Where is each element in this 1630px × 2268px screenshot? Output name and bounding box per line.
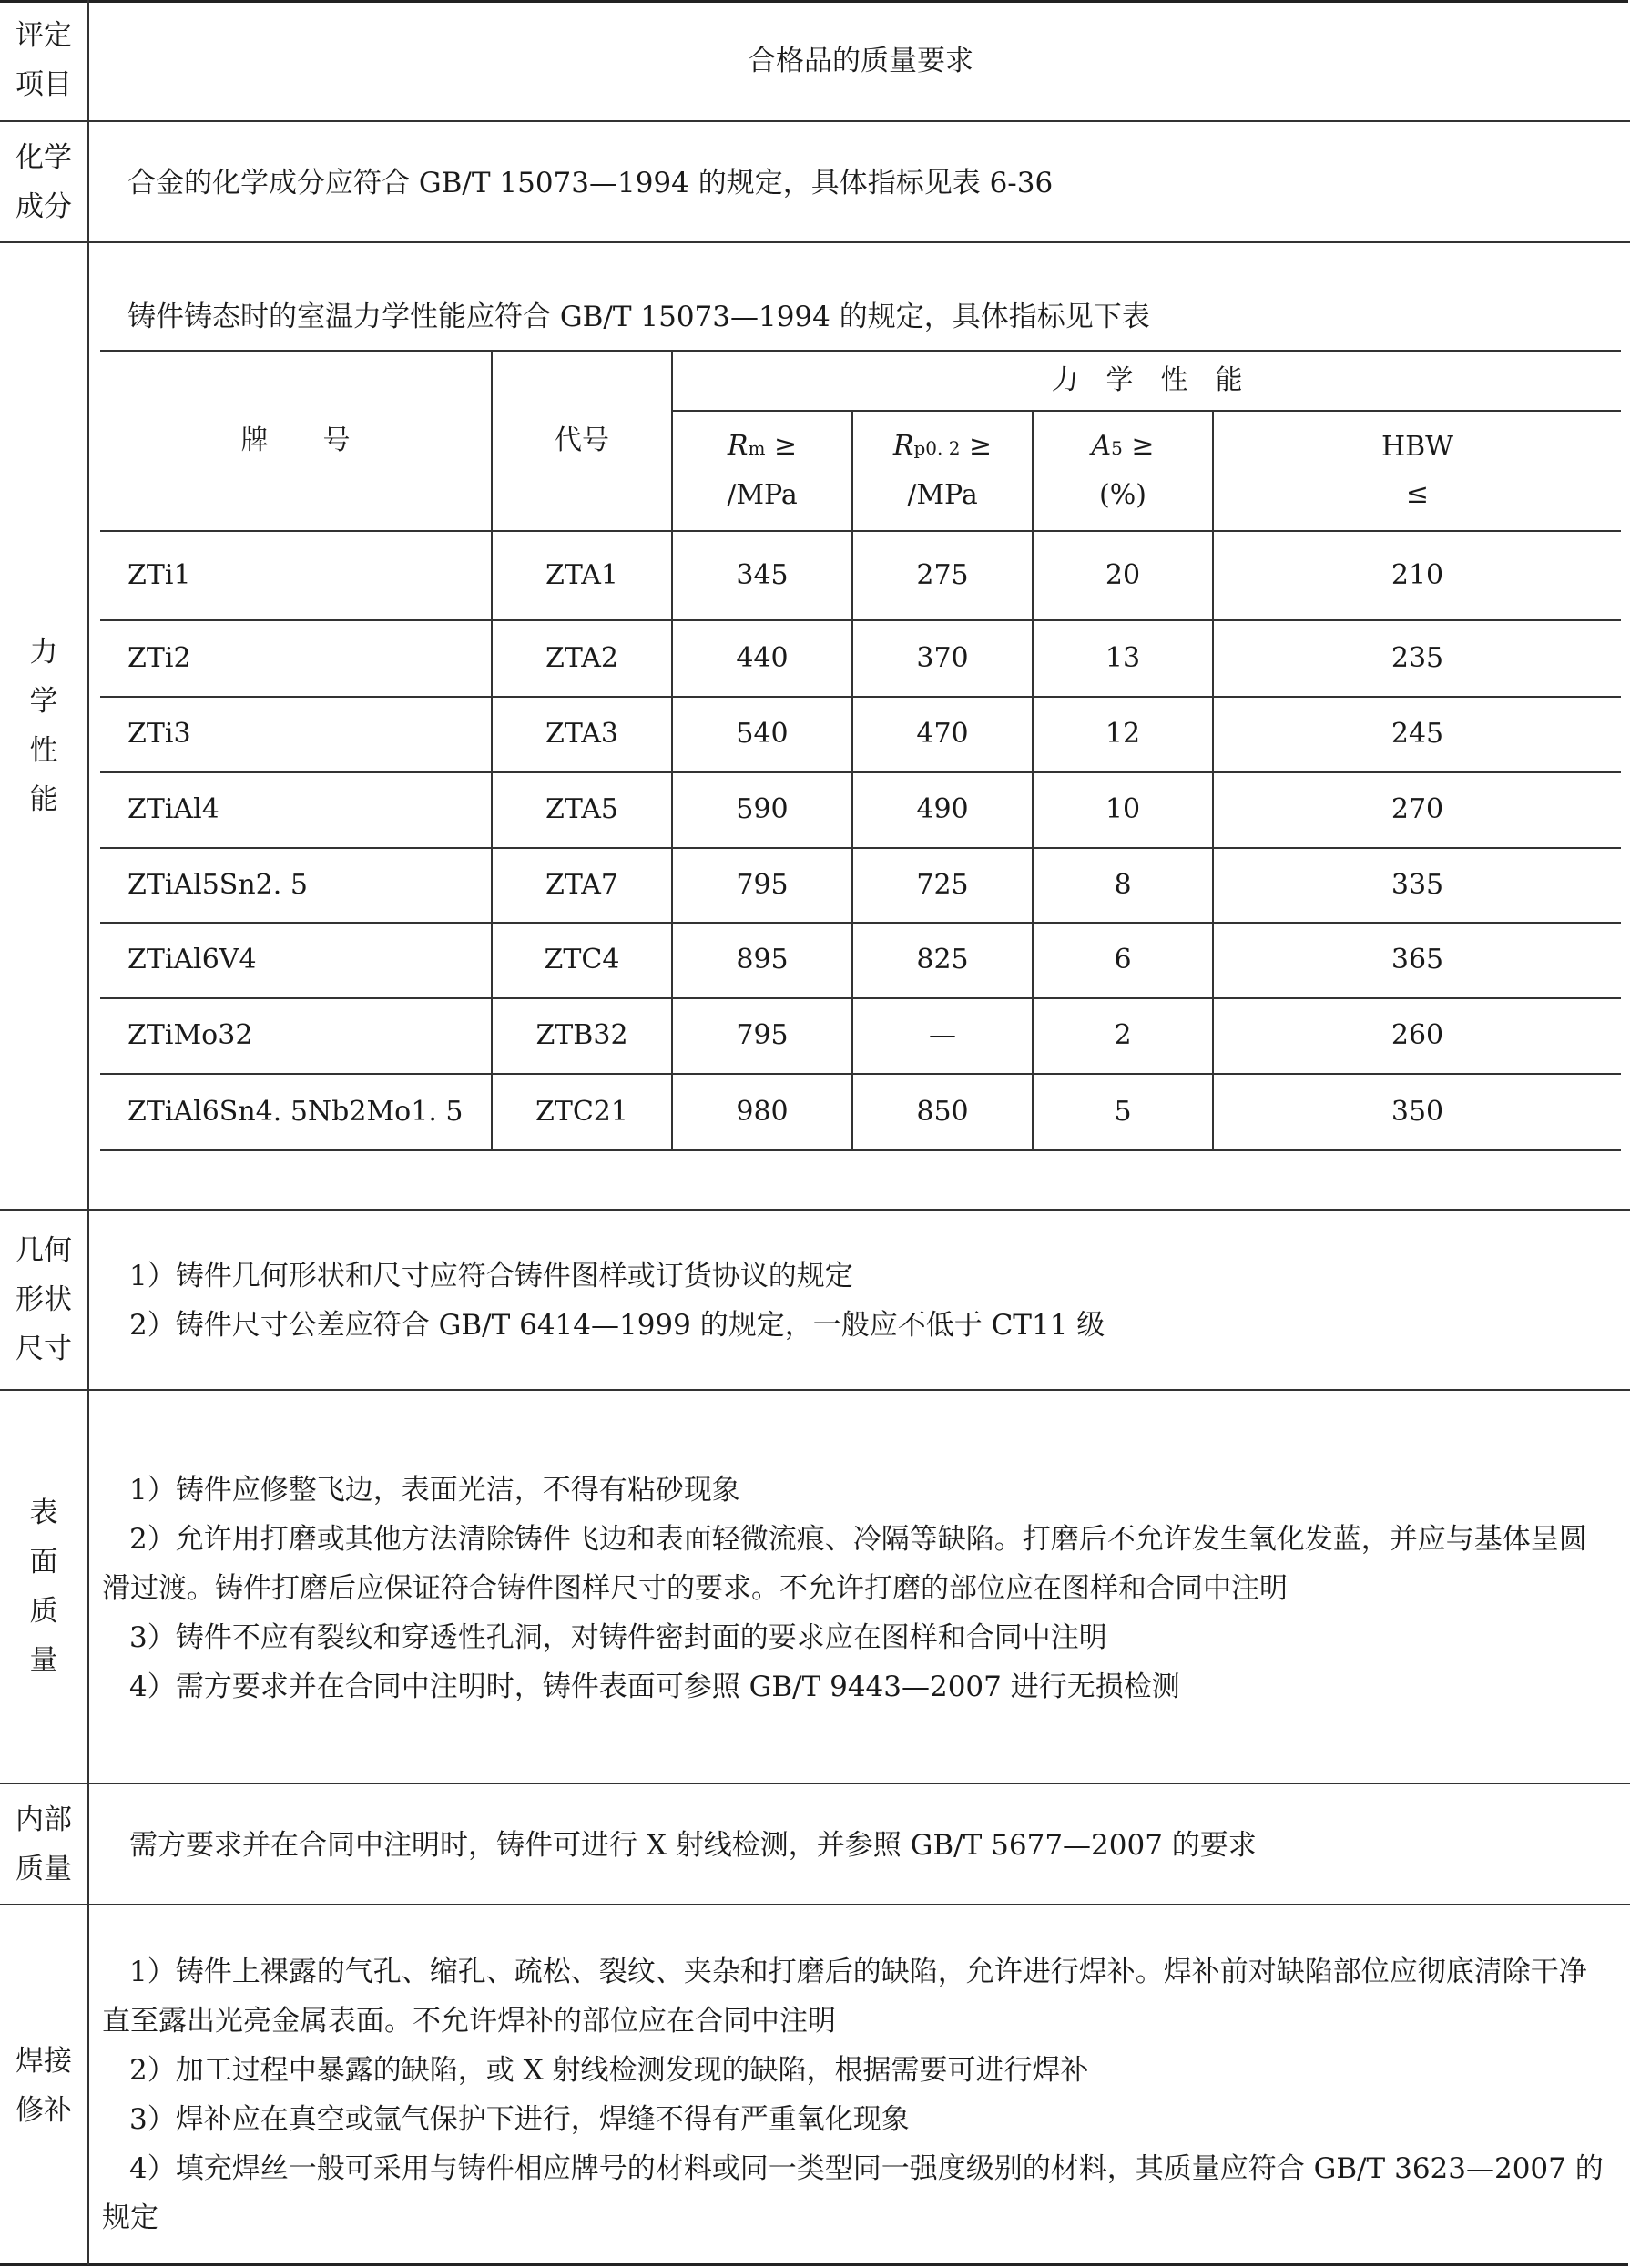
geometry-line: 2）铸件尺寸公差应符合 GB/T 6414—1999 的规定，一般应不低于 CT11 级 (129, 1309, 1105, 1342)
cell-a: 5 (1033, 1074, 1213, 1150)
internal-row (0, 1784, 1630, 1905)
cell-hbw: 210 (1213, 531, 1621, 620)
chemical-row (0, 122, 1630, 243)
mechanical-table-row (100, 998, 1621, 1074)
surface-label: 表 面 质 量 (0, 1391, 89, 1783)
mechanical-table-row (100, 923, 1621, 998)
surface-row (0, 1391, 1630, 1784)
col-rp-header: Rp0. 2 ≥ /MPa (852, 411, 1033, 531)
mechanical-table-row (100, 697, 1621, 771)
cell-rp: — (852, 998, 1033, 1074)
cell-hbw: 245 (1213, 697, 1621, 771)
mechanical-table-row (100, 848, 1621, 923)
cell-code: ZTC21 (492, 1074, 672, 1150)
cell-rp: 370 (852, 620, 1033, 697)
cell-a: 8 (1033, 848, 1213, 923)
cell-hbw: 365 (1213, 923, 1621, 998)
chemical-label: 化学 成分 (0, 122, 89, 241)
header-row (0, 0, 1630, 122)
internal-text: 需方要求并在合同中注明时，铸件可进行 X 射线检测，并参照 GB/T 5677—2007 的要求 (129, 1829, 1257, 1862)
cell-code: ZTA2 (492, 620, 672, 697)
mechanical-table-row (100, 772, 1621, 848)
welding-row (0, 1905, 1630, 2265)
internal-label: 内部 质量 (0, 1784, 89, 1904)
cell-code: ZTA3 (492, 697, 672, 771)
cell-rp: 825 (852, 923, 1033, 998)
cell-rp: 725 (852, 848, 1033, 923)
cell-a: 6 (1033, 923, 1213, 998)
header-title: 合格品的质量要求 (748, 45, 973, 77)
mechanical-intro: 铸件铸态时的室温力学性能应符合 GB/T 15073—1994 的规定，具体指标见下表 (127, 301, 1150, 333)
cell-hbw: 270 (1213, 772, 1621, 848)
chemical-text: 合金的化学成分应符合 GB/T 15073—1994 的规定，具体指标见表 6-36 (127, 167, 1054, 199)
cell-rm: 980 (672, 1074, 852, 1150)
mechanical-group-header: 力 学 性 能 (672, 351, 1621, 411)
cell-a: 2 (1033, 998, 1213, 1074)
welding-line: 4）填充焊丝一般可采用与铸件相应牌号的材料或同一类型同一强度级别的材料，其质量应符合 GB/T 3623—2007 的规定 (102, 2152, 1604, 2234)
cell-a: 10 (1033, 772, 1213, 848)
cell-code: ZTA7 (492, 848, 672, 923)
cell-hbw: 350 (1213, 1074, 1621, 1150)
geometry-row (0, 1211, 1630, 1391)
cell-rp: 850 (852, 1074, 1033, 1150)
mechanical-label: 力 学 性 能 (0, 243, 89, 1209)
cell-hbw: 260 (1213, 998, 1621, 1074)
cell-grade: ZTi1 (100, 531, 492, 620)
cell-rm: 540 (672, 697, 852, 771)
col-grade-header: 牌 号 (100, 351, 492, 531)
col-rm-header: Rm ≥ /MPa (672, 411, 852, 531)
cell-rp: 470 (852, 697, 1033, 771)
geometry-line: 1）铸件几何形状和尺寸应符合铸件图样或订货协议的规定 (129, 1260, 853, 1292)
geometry-label: 几何 形状 尺寸 (0, 1211, 89, 1389)
header-content (91, 0, 1630, 120)
welding-line: 2）加工过程中暴露的缺陷，或 X 射线检测发现的缺陷，根据需要可进行焊补 (129, 2054, 1089, 2087)
surface-line: 3）铸件不应有裂纹和穿透性孔洞，对铸件密封面的要求应在图样和合同中注明 (129, 1621, 1107, 1654)
cell-code: ZTB32 (492, 998, 672, 1074)
cell-a: 12 (1033, 697, 1213, 771)
surface-line: 4）需方要求并在合同中注明时，铸件表面可参照 GB/T 9443—2007 进行无损检测 (129, 1670, 1180, 1703)
cell-rp: 490 (852, 772, 1033, 848)
cell-code: ZTC4 (492, 923, 672, 998)
cell-grade: ZTiAl6Sn4. 5Nb2Mo1. 5 (100, 1074, 492, 1150)
cell-rm: 345 (672, 531, 852, 620)
cell-grade: ZTiAl5Sn2. 5 (100, 848, 492, 923)
welding-line: 3）焊补应在真空或氩气保护下进行，焊缝不得有严重氧化现象 (129, 2103, 910, 2136)
cell-a: 13 (1033, 620, 1213, 697)
mechanical-table (100, 350, 1621, 1151)
cell-grade: ZTiAl6V4 (100, 923, 492, 998)
cell-code: ZTA5 (492, 772, 672, 848)
surface-line: 2）允许用打磨或其他方法清除铸件飞边和表面轻微流痕、冷隔等缺陷。打磨后不允许发生氧化发蓝，并应与基体呈圆滑过渡。铸件打磨后应保证符合铸件图样尺寸的要求。不允许打磨的部位应在图样和合同中注明 (102, 1523, 1587, 1605)
welding-text (102, 1947, 1614, 2242)
cell-code: ZTA1 (492, 531, 672, 620)
cell-grade: ZTiAl4 (100, 772, 492, 848)
cell-a: 20 (1033, 531, 1213, 620)
col-a-header: A5 ≥ (%) (1033, 411, 1213, 531)
cell-hbw: 335 (1213, 848, 1621, 923)
cell-rm: 440 (672, 620, 852, 697)
cell-rm: 590 (672, 772, 852, 848)
cell-grade: ZTi2 (100, 620, 492, 697)
welding-label: 焊接 修补 (0, 1905, 89, 2265)
geometry-text (102, 1251, 1614, 1350)
cell-grade: ZTi3 (100, 697, 492, 771)
header-item-label: 评定 项目 (0, 0, 89, 120)
cell-rm: 895 (672, 923, 852, 998)
cell-hbw: 235 (1213, 620, 1621, 697)
mechanical-table-row (100, 620, 1621, 697)
cell-rm: 795 (672, 998, 852, 1074)
surface-line: 1）铸件应修整飞边，表面光洁，不得有粘砂现象 (129, 1474, 740, 1507)
cell-rm: 795 (672, 848, 852, 923)
cell-grade: ZTiMo32 (100, 998, 492, 1074)
mechanical-table-row (100, 1074, 1621, 1150)
surface-text (102, 1466, 1614, 1711)
col-code-header: 代号 (492, 351, 672, 531)
welding-line: 1）铸件上裸露的气孔、缩孔、疏松、裂纹、夹杂和打磨后的缺陷，允许进行焊补。焊补前对缺陷部位应彻底清除干净直至露出光亮金属表面。不允许焊补的部位应在合同中注明 (102, 1956, 1587, 2038)
cell-rp: 275 (852, 531, 1033, 620)
mechanical-table-row (100, 531, 1621, 620)
col-hbw-header: HBW ≤ (1213, 411, 1621, 531)
